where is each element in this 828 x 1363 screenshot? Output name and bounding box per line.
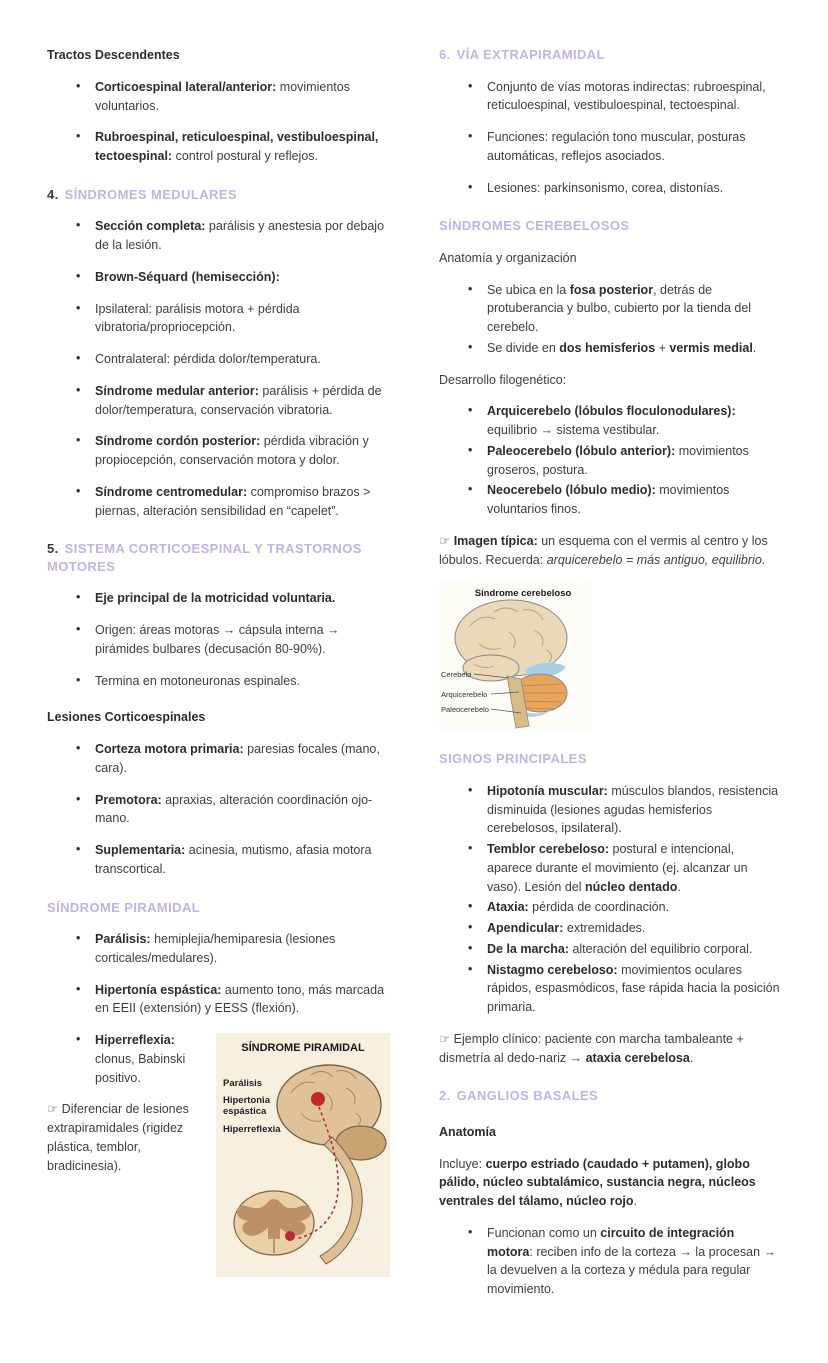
bullet-list [47, 930, 390, 1018]
bullet-list [439, 281, 782, 358]
bullet-item [47, 740, 390, 778]
figure-label: Parálisis [223, 1078, 263, 1090]
bold-text: cuerpo estriado (caudado + putamen), globo pálido, núcleo subtalámico, sustancia negra, núcleos ventrales del tálamo, núcleo rojo [439, 1156, 756, 1209]
section-heading [47, 186, 390, 204]
text: compromiso brazos > piernas, alteración sensibilidad en “capelet”. [95, 484, 371, 518]
bold-text: Suplementaria: [95, 843, 186, 858]
figure-label: Paleocerebelo [441, 705, 489, 715]
section-number: 6. [439, 47, 455, 62]
cerebellar-syndrome-figure [439, 582, 591, 730]
bullet-item [47, 268, 390, 287]
text: Ipsilateral: parálisis motora + pérdida vibratoria/propriocepción. [95, 301, 300, 335]
bullet-item [47, 300, 390, 338]
text: Origen: áreas motoras → cápsula interna → pirámides bulbares (decusación 80-90%). [95, 623, 340, 656]
figure-label: Arquicerebelo [441, 690, 488, 700]
bullet-item [439, 442, 782, 480]
bullet-item [439, 961, 782, 1017]
bold-text: Parálisis: [95, 932, 151, 947]
section-heading [439, 750, 782, 768]
bullet-item [439, 281, 782, 337]
text: , detrás de protuberancia y bulbo, cubierto por la tienda del cerebelo. [487, 282, 752, 335]
text: apraxias, alteración coordinación ojo-mano. [95, 792, 373, 826]
bullet-list [47, 217, 390, 520]
bullet-item [47, 78, 390, 116]
section-title: VÍA EXTRAPIRAMIDAL [456, 47, 605, 62]
bold-text: Brown-Séquard (hemisección): [95, 269, 280, 284]
figure-label: Cerebelo [441, 670, 472, 680]
bullet-list [439, 782, 782, 1017]
italic-text: arquicerebelo = más antiguo, equilibrio [546, 552, 762, 567]
left-column [47, 46, 390, 1312]
section-title: SISTEMA CORTICOESPINAL Y TRASTORNOS MOTORES [47, 541, 362, 574]
bold-text: Sección completa: [95, 219, 206, 234]
paragraph [439, 371, 782, 390]
bold-text: Hipertonía espástica: [95, 982, 222, 997]
figure-label: Hipertonia [223, 1095, 270, 1107]
bold-text: Rubroespinal, reticuloespinal, vestibuloespinal, tectoespinal: [95, 130, 379, 163]
text: Anatomía y organización [439, 250, 577, 265]
text: Desarrollo filogenético: [439, 372, 567, 387]
right-column [439, 46, 782, 1312]
text: Se divide en [487, 340, 560, 355]
bold-text: Ataxia: [487, 900, 529, 915]
bullet-item [439, 339, 782, 358]
bullet-list [439, 78, 782, 198]
figure-title: SÍNDROME PIRAMIDAL [241, 1042, 365, 1055]
bullet-item [47, 621, 390, 659]
bold-text: vermis medial [669, 340, 753, 355]
section-number: 2. [439, 1088, 455, 1104]
bullet-item [47, 382, 390, 420]
subheading: Anatomía [439, 1124, 496, 1139]
text: pérdida vibración y propiocepción, conservación motora y dolor. [95, 434, 369, 468]
text: Conjunto de vías motoras indirectas: rubroespinal, reticuloespinal, vestibuloespinal, tectoespinal. [487, 79, 766, 113]
text: . [677, 879, 681, 894]
paragraph [439, 1155, 782, 1211]
section-title: SÍNDROME PIRAMIDAL [47, 899, 201, 915]
bold-text: De la marcha: [487, 941, 569, 956]
section-title: GANGLIOS BASALES [456, 1088, 599, 1104]
text: clonus, Babinski positivo. [95, 1051, 186, 1085]
text: movimientos voluntarios. [95, 79, 350, 113]
bullet-item [439, 1224, 782, 1299]
bold-text: fosa posterior [569, 282, 654, 297]
text: un esquema con el vermis al centro y los lóbulos. Recuerda: [439, 533, 768, 567]
bullet-item [47, 350, 390, 369]
bold-text: Temblor cerebeloso: [487, 842, 610, 857]
bullet-list [439, 402, 782, 519]
text: músculos blandos, resistencia disminuida (lesiones agudas hemisferios cerebelosos, ipsilateral). [487, 783, 779, 836]
subheading: Tractos Descendentes [47, 48, 180, 62]
bold-text: Premotora: [95, 792, 162, 807]
bullet-item [47, 981, 390, 1019]
text: Se ubica en la [487, 282, 570, 297]
text: . [689, 1050, 694, 1065]
text: aumento tono, más marcada en EEII (extensión) y EESS (flexión). [95, 982, 385, 1016]
paragraph [439, 532, 782, 570]
text: ☞ Ejemplo clínico: paciente con marcha tambaleante + dismetría al dedo-nariz → [439, 1031, 744, 1065]
cerebellar-syndrome-illustration [439, 582, 591, 730]
text: . [633, 1194, 637, 1209]
text: postural e intencional, aparece durante el movimiento (ej. alcanzar un vaso). Lesión del [487, 842, 748, 894]
bullet-item [439, 940, 782, 959]
text: movimientos oculares rápidos, espasmódicos, fase rápida hacia la posición primaria. [487, 962, 780, 1015]
bold-text: Imagen típica: [453, 533, 538, 548]
section-heading [439, 1087, 782, 1105]
section-heading [47, 899, 390, 917]
bullet-item [47, 841, 390, 879]
bold-text: Eje principal de la motricidad voluntaria. [95, 591, 336, 606]
section-heading [47, 540, 390, 575]
bullet-item [47, 672, 390, 691]
section-heading [439, 217, 782, 235]
text: movimientos voluntarios finos. [487, 483, 730, 517]
section-title: SIGNOS PRINCIPALES [439, 751, 587, 767]
text: equilibrio → sistema vestibular. [487, 423, 660, 438]
bullet-item [439, 898, 782, 917]
text: Termina en motoneuronas espinales. [95, 673, 300, 688]
bullet-item [439, 402, 782, 440]
bullet-item [47, 589, 390, 608]
bold-text: Síndrome centromedular: [95, 484, 248, 499]
bullet-item [47, 217, 390, 255]
bold-text: ataxia cerebelosa [585, 1050, 690, 1065]
spinal-cross-section [234, 1191, 314, 1255]
text: : reciben info de la corteza → la procesan → la devuelven a la corteza y médula para regular movimiento. [487, 1244, 777, 1297]
paragraph [439, 249, 782, 268]
text: control postural y reflejos. [172, 149, 319, 163]
text: hemiplejia/hemiparesia (lesiones corticales/medulares). [95, 932, 336, 965]
text: . [752, 340, 757, 355]
text: paresias focales (mano, cara). [95, 742, 380, 775]
bullet-item [47, 930, 390, 968]
figure-title: Síndrome cerebeloso [474, 588, 572, 600]
bold-text: Neocerebelo (lóbulo medio): [487, 483, 656, 498]
bullet-item [439, 919, 782, 938]
bold-text: circuito de integración motora [487, 1225, 735, 1259]
bullet-item [47, 483, 390, 521]
bold-text: Hipotonía muscular: [487, 783, 608, 798]
text: parálisis + pérdida de dolor/temperatura, conservación vibratoria. [95, 383, 382, 417]
bullet-item [439, 840, 782, 896]
section-title: SÍNDROMES MEDULARES [64, 186, 237, 202]
section-heading [439, 46, 782, 64]
text: + [655, 340, 670, 355]
text: parálisis y anestesia por debajo de la lesión. [95, 219, 385, 253]
bullet-item [439, 782, 782, 838]
text: Funciones: regulación tono muscular, posturas automáticas, reflejos asociados. [487, 130, 746, 163]
figure-label: espástica [223, 1106, 267, 1118]
bold-text: Nistagmo cerebeloso: [487, 962, 618, 977]
text: ☞ Diferenciar de lesiones extrapiramidales (rigidez plástica, temblor, bradicinesia). [47, 1102, 189, 1173]
text: pérdida de coordinación. [528, 900, 670, 915]
text: Funcionan como un [487, 1225, 601, 1240]
paragraph [439, 1030, 782, 1068]
text: Incluye: [439, 1156, 486, 1171]
cord-lesion-dot [285, 1231, 295, 1241]
figure-label: Hiperreflexia [223, 1124, 281, 1136]
bold-text: Paleocerebelo (lóbulo anterior): [487, 443, 676, 458]
text: Lesiones: parkinsonismo, corea, distonías. [487, 180, 724, 195]
bullet-item [47, 1031, 390, 1090]
text: extremidades. [563, 921, 646, 936]
subheading: Lesiones Corticoespinales [47, 710, 206, 725]
bold-text: dos hemisferios [559, 340, 656, 355]
bullet-item [47, 128, 390, 166]
bullet-item [47, 791, 390, 829]
text: movimientos groseros, postura. [487, 443, 749, 477]
text: ☞ [439, 533, 454, 548]
bullet-item [47, 432, 390, 470]
bullet-item [439, 78, 782, 116]
bullet-list [47, 589, 390, 690]
bold-text: Corteza motora primaria: [95, 742, 244, 757]
bold-text: Síndrome cordón posterior: [95, 434, 261, 449]
bold-text: Síndrome medular anterior: [95, 383, 259, 398]
bullet-list [47, 78, 390, 166]
bullet-item [439, 481, 782, 519]
bullet-list [439, 1224, 782, 1299]
bullet-list [47, 740, 390, 879]
section-title: SÍNDROMES CEREBELOSOS [439, 218, 630, 234]
bold-text: Hiperreflexia: [95, 1033, 175, 1048]
bold-text: Corticoespinal lateral/anterior: [95, 79, 277, 94]
text: Contralateral: pérdida dolor/temperatura. [95, 352, 321, 367]
bullet-item [439, 179, 782, 198]
text: alteración del equilibrio corporal. [568, 941, 753, 956]
bullet-item [439, 128, 782, 166]
section-number: 5. [47, 541, 63, 557]
cortical-lesion-dot [311, 1092, 325, 1106]
bold-text: Apendicular: [487, 921, 564, 936]
text: acinesia, mutismo, afasia motora transcortical. [95, 843, 372, 876]
bullet-list [47, 1031, 390, 1090]
bold-text: núcleo dentado [584, 879, 678, 894]
bold-text: Arquicerebelo (lóbulos floculonodulares): [487, 404, 736, 419]
section-number: 4. [47, 186, 63, 202]
text: . [761, 552, 766, 567]
